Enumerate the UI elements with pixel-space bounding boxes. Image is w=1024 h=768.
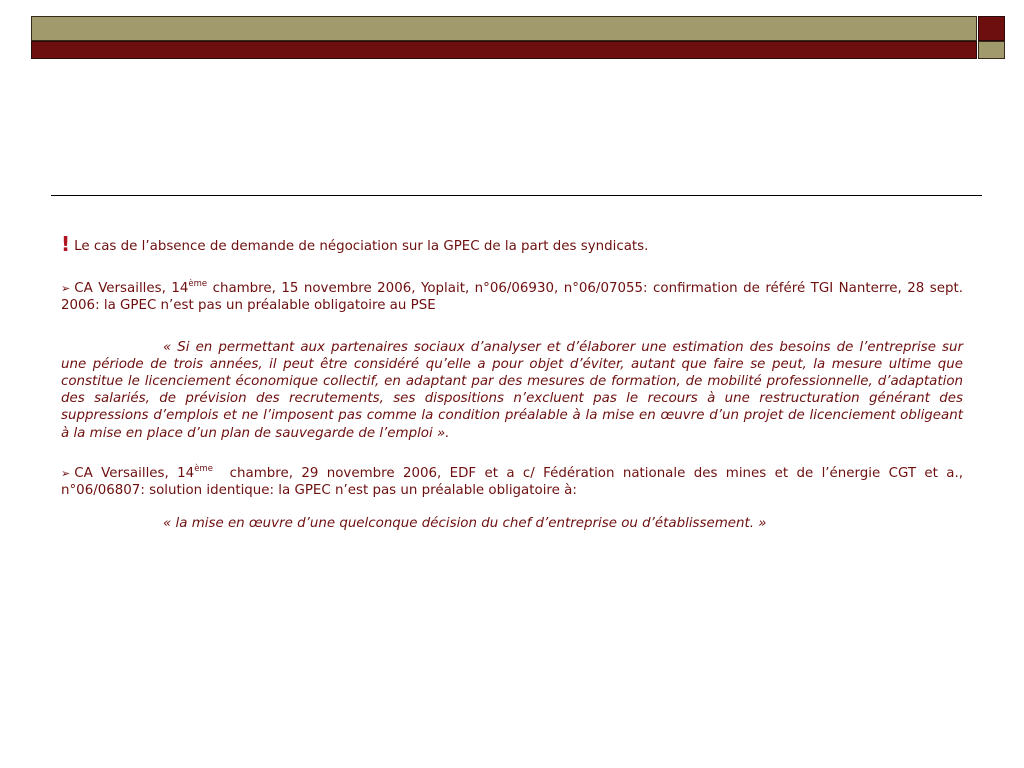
case-ordinal-sup: ème <box>194 463 213 474</box>
case-text: chambre, 29 novembre 2006, EDF et a c/ Fédération nationale des mines et de l’énergie CGT et a., n°06/06807: solution identique: la GPEC n’est pas un préalable obligatoire à: <box>61 465 968 499</box>
slide-body <box>61 232 968 532</box>
case-prefix: CA Versailles, 14 <box>74 465 195 481</box>
case-quote: « Si en permettant aux partenaires sociaux d’analyser et d’élaborer une estimation des besoins de l’entreprise sur une période de trois années, il peut être considéré qu’elle a pour objet d’éviter, autant que faire se peut, la mesure ultime que constitue le licenciement économique collectif, en adaptant par des mesures de formation, de mobilité professionnelle, d’adaptation des salariés, de prévision des recrutements, ses dispositions n’excluent pas le recours à une restructuration générant des suppressions d’emplois et ne l’imposent pas comme la condition préalable à la mise en œuvre d’un projet de licenciement obligeant à la mise en place d’un plan de sauvegarde de l’emploi ». <box>61 339 963 441</box>
arrow-bullet-icon: ➢ <box>61 282 71 296</box>
arrow-bullet-icon: ➢ <box>61 466 71 480</box>
exclamation-icon: ! <box>61 232 71 256</box>
header-maroon-square <box>978 16 1005 41</box>
case-ordinal-sup: ème <box>188 279 208 290</box>
case-item <box>61 463 968 499</box>
case-item <box>61 280 963 314</box>
intro-line <box>61 232 963 256</box>
case-quote: « la mise en œuvre d’une quelconque décision du chef d’entreprise ou d’établissement. » <box>163 516 767 532</box>
header-maroon-bar <box>31 41 977 59</box>
header-olive-square <box>978 41 1005 59</box>
case-text: chambre, 15 novembre 2006, Yoplait, n°06/06930, n°06/07055: confirmation de référé TGI Nanterre, 28 sept. 2006: la GPEC n’est pas un préalable obligatoire au PSE <box>61 281 963 314</box>
case-prefix: CA Versailles, 14 <box>74 281 189 297</box>
intro-text: Le cas de l’absence de demande de négociation sur la GPEC de la part des syndicats. <box>74 239 649 254</box>
title-divider <box>51 195 982 196</box>
header-band <box>31 16 1005 59</box>
header-olive-bar <box>31 16 977 41</box>
